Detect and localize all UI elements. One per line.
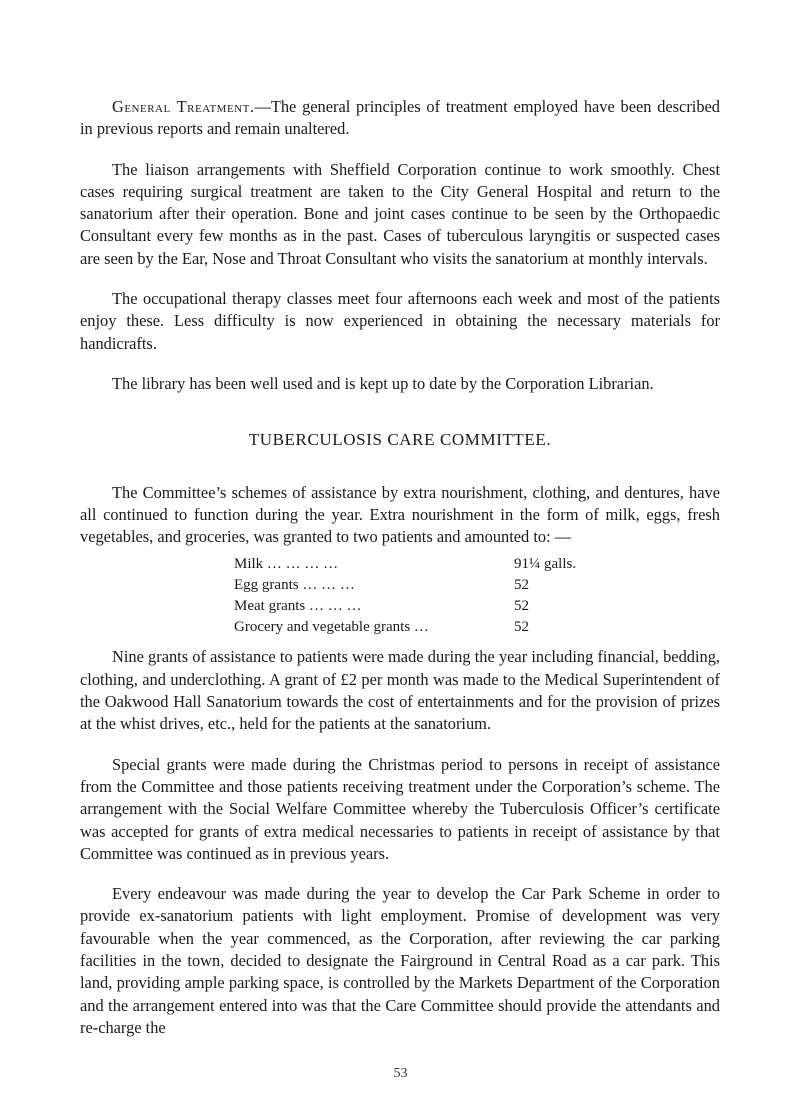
table-row: [234, 554, 720, 575]
special-grants-paragraph: Special grants were made during the Christmas period to persons in receipt of assistance from the Committee and those patients receiving treatment under the Corporation’s scheme. The arrangement with the Social Welfare Committee whereby the Tuberculosis Officer’s certificate was accepted for grants of extra medical necessaries to patients in receipt of assistance by that Committee was continued as in previous years.: [80, 754, 720, 863]
table-item: Grocery and vegetable grants …: [234, 619, 429, 636]
general-treatment-text: —The general principles of treatment employed have been described in previous reports and remain unaltered.: [80, 97, 720, 139]
table-row: [234, 596, 720, 617]
nine-grants-paragraph: Nine grants of assistance to patients were made during the year including financial, bedding, clothing, and underclothing. A grant of £2 per month was made to the Medical Superintendent of the Oakwood Hall Sanatorium towards the cost of entertainments and for the provision of prizes at the whist drives, etc., held for the patients at the sanatorium.: [80, 647, 720, 734]
table-item: Meat grants … … …: [234, 598, 362, 615]
general-treatment-lead: General Treatment.: [112, 97, 255, 116]
table-row: [234, 617, 720, 638]
table-amount: 52: [514, 619, 529, 636]
table-item: Egg grants … … …: [234, 577, 355, 594]
committee-paragraph: The Committee’s schemes of assistance by extra nourishment, clothing, and dentures, have all continued to function during the year. Extra nourishment in the form of milk, eggs, fresh vegetables, and groceries, was granted to two patients and amounted to: —: [80, 482, 720, 547]
table-row: [234, 575, 720, 596]
table-amount: 52: [514, 577, 529, 594]
nourishment-table: [234, 554, 720, 638]
car-park-paragraph: Every endeavour was made during the year to develop the Car Park Scheme in order to provide ex-sanatorium patients with light employment. Promise of development was very favourable when the year commenced, as the Corporation, after reviewing the car parking facilities in the town, decided to designate the Fairground in Central Road as a car park. This land, providing ample parking space, is controlled by the Markets Department of the Corporation and the arrangement entered into was that the Care Committee should provide the attendants and re-charge the: [80, 884, 720, 1037]
general-treatment-paragraph: [80, 96, 720, 141]
table-item: Milk … … … …: [234, 556, 339, 573]
page-number: 53: [393, 1066, 408, 1081]
table-amount: 52: [514, 598, 529, 615]
document-page: [80, 96, 720, 1057]
occupational-therapy-paragraph: The occupational therapy classes meet four afternoons each week and most of the patients enjoy these. Less difficulty is now experienced in obtaining the necessary materials for handicrafts.: [80, 289, 720, 353]
section-heading: TUBERCULOSIS CARE COMMITTEE.: [248, 430, 552, 450]
liaison-paragraph: The liaison arrangements with Sheffield Corporation continue to work smoothly. Chest cases requiring surgical treatment are taken to the City General Hospital and return to the sanatorium after their operation. Bone and joint cases continue to be seen by the Orthopaedic Consultant every few months as in the past. Cases of tuberculous laryngitis or suspected cases are seen by the Ear, Nose and Throat Consultant who visits the sanatorium at monthly intervals.: [80, 159, 720, 268]
library-paragraph: The library has been well used and is kept up to date by the Corporation Librarian.: [112, 373, 654, 393]
table-amount: 91¼ galls.: [514, 556, 577, 573]
